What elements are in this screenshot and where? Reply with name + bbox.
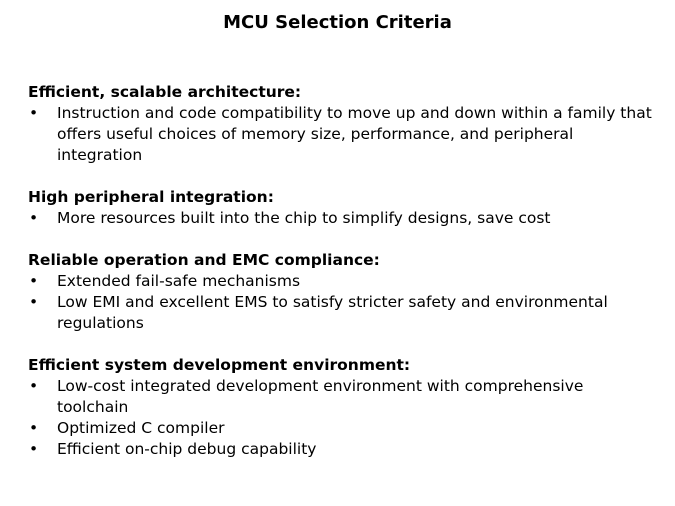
bullet-dot: • xyxy=(29,440,39,458)
section-heading: High peripheral integration: xyxy=(28,188,274,206)
bullet-item xyxy=(28,271,653,292)
bullet-text: More resources built into the chip to simplify designs, save cost xyxy=(57,209,551,227)
section-reliable-operation xyxy=(28,250,653,334)
bullet-item xyxy=(28,418,653,439)
section-heading: Efficient, scalable architecture: xyxy=(28,83,302,101)
bullet-text: Low EMI and excellent EMS to satisfy stricter safety and environmental regulations xyxy=(57,293,608,332)
bullet-item xyxy=(28,103,653,166)
bullet-dot: • xyxy=(29,419,39,437)
section-development-environment xyxy=(28,355,653,460)
slide-content xyxy=(28,82,653,481)
bullet-list xyxy=(28,271,653,334)
bullet-text: Low-cost integrated development environment with comprehensive toolchain xyxy=(57,377,584,416)
bullet-item xyxy=(28,439,653,460)
bullet-text: Instruction and code compatibility to move up and down within a family that offers useful choices of memory size, performance, and peripheral integration xyxy=(57,104,652,164)
bullet-item xyxy=(28,376,653,418)
bullet-dot: • xyxy=(29,209,39,227)
bullet-dot: • xyxy=(29,104,39,122)
section-heading: Reliable operation and EMC compliance: xyxy=(28,251,380,269)
bullet-list xyxy=(28,376,653,460)
section-heading: Efficient system development environment: xyxy=(28,356,411,374)
bullet-list xyxy=(28,103,653,166)
bullet-dot: • xyxy=(29,377,39,395)
bullet-text: Efficient on-chip debug capability xyxy=(57,440,317,458)
slide-title: MCU Selection Criteria xyxy=(223,12,452,33)
section-architecture xyxy=(28,82,653,166)
bullet-text: Optimized C compiler xyxy=(57,419,225,437)
bullet-dot: • xyxy=(29,272,39,290)
bullet-list xyxy=(28,208,653,229)
section-peripheral-integration xyxy=(28,187,653,229)
bullet-item xyxy=(28,292,653,334)
bullet-dot: • xyxy=(29,293,39,311)
bullet-text: Extended fail-safe mechanisms xyxy=(57,272,301,290)
bullet-item xyxy=(28,208,653,229)
